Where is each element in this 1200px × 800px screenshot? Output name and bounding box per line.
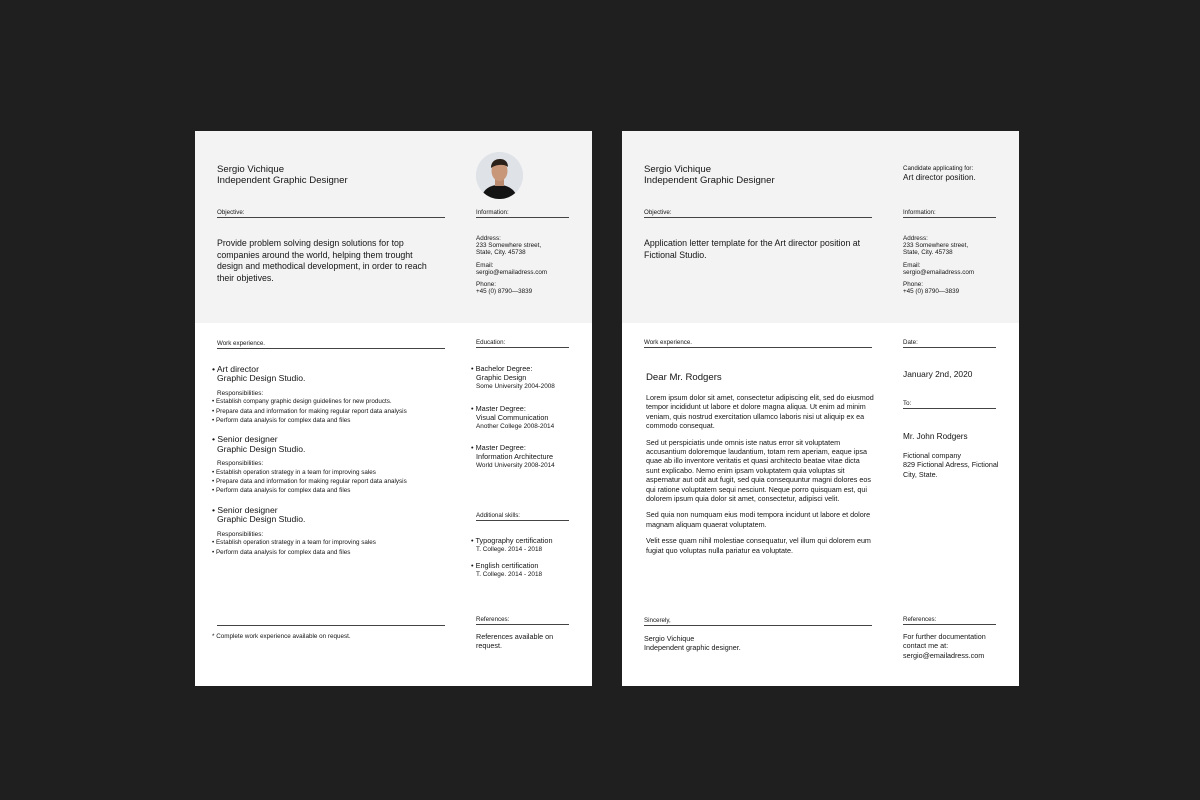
objective-text: Provide problem solving design solutions for top companies around the world, helping them trought design and methodical development, in order to reach their objetives.: [217, 238, 427, 284]
job-role: • Senior designer: [212, 504, 278, 515]
skills-list: [471, 537, 581, 587]
candidate-label: Candidate applicating for:: [903, 165, 974, 172]
phone-label: Phone:: [903, 281, 923, 289]
phone-value: +45 (0) 8790—3839: [476, 288, 533, 296]
letter-name: Sergio Vichique: [644, 164, 712, 175]
contact-info: [476, 235, 576, 295]
date-label: Date:: [903, 339, 996, 348]
letter-references-text: For further documentation contact me at: sergio@emailadress.com: [903, 632, 986, 660]
education-field: Visual Communication: [476, 412, 549, 422]
work-footnote: * Complete work experience available on request.: [212, 633, 351, 640]
letter-paragraph: Sed quia non numquam eius modi tempora incidunt ut labore et dolore magnam aliquam quaerat voluptatem.: [646, 510, 871, 529]
responsibilities-list: [212, 468, 457, 496]
email-label: Email:: [903, 261, 921, 269]
responsibility-item: • Prepare data and information for making regular report data analysis: [212, 407, 407, 415]
responsibility-item: • Establish company graphic design guidelines for new products.: [212, 398, 392, 406]
signature-title: Independent graphic designer.: [644, 643, 741, 653]
candidate-position: Art director position.: [903, 173, 976, 182]
job-entry: [212, 365, 457, 425]
responsibility-item: • Establish operation strategy in a team for improving sales: [212, 468, 376, 476]
work-experience-label: Work experience.: [217, 340, 445, 349]
responsibilities-list: [212, 397, 457, 425]
job-heading: [212, 435, 457, 454]
letter-information-label: Information:: [903, 209, 996, 218]
responsibilities-label: Responsibilities:: [217, 389, 264, 397]
address-label: Address:: [476, 235, 501, 242]
date-value: January 2nd, 2020: [903, 369, 973, 379]
job-company: Graphic Design Studio.: [217, 443, 306, 454]
profile-photo-avatar: [476, 152, 523, 199]
objective-label: Objective:: [217, 209, 445, 218]
letter-name-block: [644, 165, 775, 186]
address-line-2: State, City. 45738: [476, 249, 526, 257]
skill-detail: T. College. 2014 - 2018: [476, 570, 543, 578]
letter-paragraph: Sed ut perspiciatis unde omnis iste natus error sit voluptatem accusantium doloremque laudantium, totam rem aperiam, eaque ipsa quae ab illo inventore veritatis et quasi architecto beatae vitae dicta sunt explicabo. Nemo enim ipsam voluptatem quia voluptas sit aspernatur aut odit aut fugit, sed quia consequuntur magni dolores eos qui ratione voluptatem sequi nesciunt. Neque porro quisquam est, qui dolorem ipsum quia dolor sit amet, consectetur, adipisci velit.: [646, 437, 871, 504]
responsibility-item: • Perform data analysis for complex data and files: [212, 548, 351, 556]
skill-detail: T. College. 2014 - 2018: [476, 545, 543, 553]
recipient-name: Mr. John Rodgers: [903, 432, 968, 441]
letter-greeting: Dear Mr. Rodgers: [646, 372, 722, 383]
references-text: References available on request.: [476, 632, 554, 651]
responsibilities-label: Responsibilities:: [217, 460, 264, 468]
address-line-1: 233 Somewhere street,: [476, 242, 542, 250]
job-company: Graphic Design Studio.: [217, 373, 306, 384]
responsibility-item: • Establish operation strategy in a team for improving sales: [212, 539, 376, 547]
letter-work-label: Work experience.: [644, 339, 872, 348]
education-school: World University 2008-2014: [476, 462, 555, 470]
phone-value: +45 (0) 8790—3839: [903, 288, 960, 296]
resume-name-block: [217, 165, 348, 186]
education-list: [471, 365, 581, 484]
education-degree: • Master Degree:: [471, 443, 526, 453]
job-heading: [212, 506, 457, 525]
letter-paragraph: Velit esse quam nihil molestiae consequatur, vel illum qui dolorem eum fugiat quo voluptas nulla pariatur ea voluptate.: [646, 536, 871, 555]
phone-label: Phone:: [476, 281, 496, 289]
job-company: Graphic Design Studio.: [217, 514, 306, 525]
job-entry: [212, 506, 457, 557]
signature-name: Sergio Vichique: [644, 634, 695, 643]
education-item: [471, 444, 581, 471]
letter-references-label: References:: [903, 616, 996, 625]
education-item: [471, 405, 581, 432]
education-school: Some University 2004-2008: [476, 382, 555, 390]
skill-item: [471, 562, 581, 580]
address-line-2: State, City. 45738: [903, 249, 953, 257]
education-field: Graphic Design: [476, 372, 527, 382]
work-footer-divider: [217, 625, 445, 626]
references-label: References:: [476, 616, 569, 625]
responsibility-item: • Perform data analysis for complex data and files: [212, 417, 351, 425]
skill-name: • English certification: [471, 560, 539, 570]
recipient-address: Fictional company 829 Fictional Adress, Fictional City, State.: [903, 451, 999, 479]
letter-objective-text: Application letter template for the Art director position at Fictional Studio.: [644, 238, 861, 260]
education-degree: • Bachelor Degree:: [471, 364, 533, 373]
email-label: Email:: [476, 261, 494, 269]
skill-name: • Typography certification: [471, 536, 553, 545]
cover-letter-page: [622, 131, 1019, 686]
responsibilities-label: Responsibilities:: [217, 530, 264, 538]
education-item: [471, 365, 581, 392]
letter-paragraph: Lorem ipsum dolor sit amet, consectetur adipiscing elit, sed do eiusmod tempor incididunt ut labore et dolore magna aliqua. Ut enim ad minim veniam, quis nostrud exercitation ullamco laboris nisi ut aliquip ex ea commodo consequat.: [646, 393, 874, 431]
skill-item: [471, 537, 581, 555]
resume-name: Sergio Vichique: [217, 164, 285, 175]
email-value: sergio@emailadress.com: [476, 268, 548, 276]
address-label: Address:: [903, 235, 928, 242]
sincerely-label: Sincerely,: [644, 617, 872, 626]
job-role: • Senior designer: [212, 434, 278, 445]
candidate-block: [903, 165, 1013, 183]
education-school: Another College 2008-2014: [476, 422, 555, 430]
profile-photo: [476, 152, 523, 199]
job-heading: [212, 365, 457, 384]
letter-contact-info: [903, 235, 1003, 295]
education-label: Education:: [476, 339, 569, 348]
job-role: • Art director: [212, 364, 259, 374]
address-line-1: 233 Somewhere street,: [903, 242, 969, 250]
resume-title: Independent Graphic Designer: [217, 174, 348, 186]
education-degree: • Master Degree:: [471, 403, 526, 413]
letter-title: Independent Graphic Designer: [644, 174, 775, 186]
education-field: Information Architecture: [476, 452, 554, 462]
additional-skills-label: Additional skills:: [476, 512, 569, 521]
work-experience-list: [212, 365, 457, 567]
resume-page: [195, 131, 592, 686]
to-label: To:: [903, 400, 996, 409]
letter-objective-label: Objective:: [644, 209, 872, 218]
email-value: sergio@emailadress.com: [903, 268, 975, 276]
signature-block: [644, 634, 874, 653]
job-entry: [212, 435, 457, 495]
responsibility-item: • Perform data analysis for complex data and files: [212, 487, 351, 495]
information-label: Information:: [476, 209, 569, 218]
responsibilities-list: [212, 538, 457, 557]
responsibility-item: • Prepare data and information for making regular report data analysis: [212, 478, 407, 486]
letter-body: [646, 393, 874, 562]
